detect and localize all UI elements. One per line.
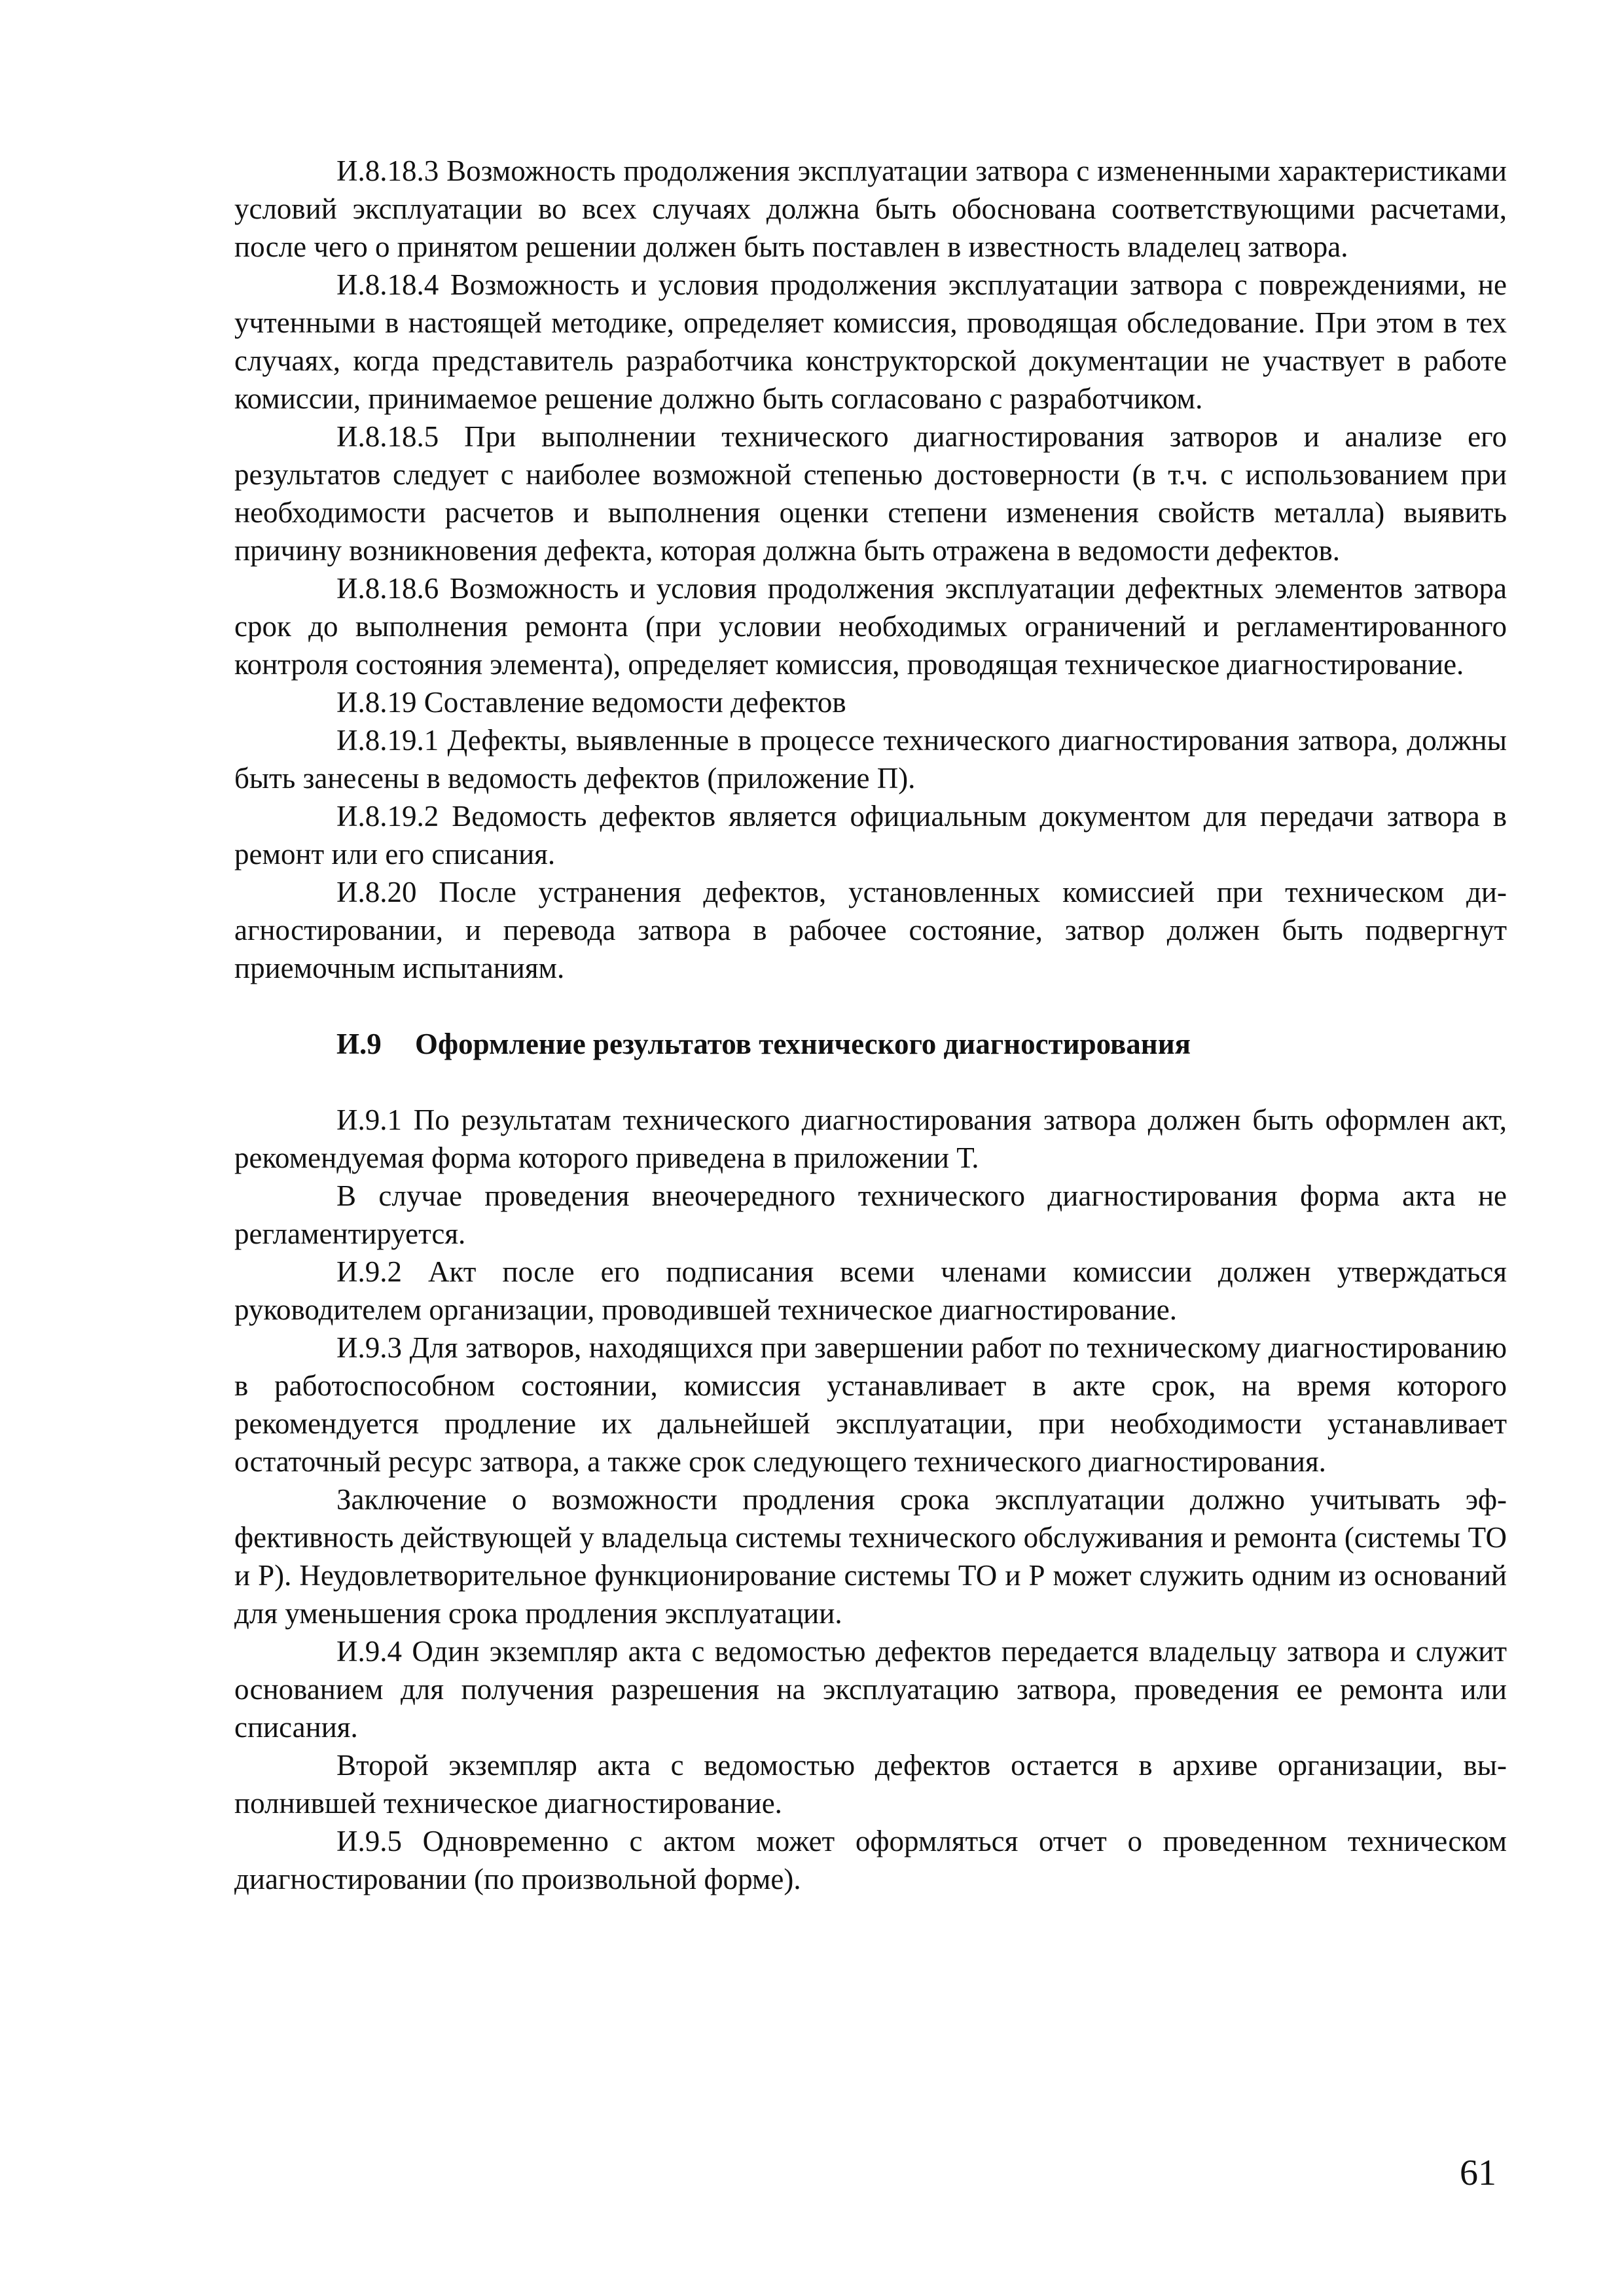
paragraph-8-18-4: И.8.18.4 Возможность и условия продолжения эксплуатации затвора с повреждениями, не учтенными в настоящей методике, определяет комиссия, проводящая обследование. При этом в тех случаях, когда представитель разработчика конструкторской документации не участвует в работе комиссии, принимаемое решение должно быть согласовано с разработчиком. bbox=[234, 268, 1507, 415]
section-heading-number: И.9 bbox=[336, 1028, 382, 1060]
section-9-text bbox=[234, 1101, 1507, 1898]
paragraph-9-2: И.9.2 Акт после его подписания всеми членами комиссии должен утверждаться руководителем организации, проводившей техническое диагностирование. bbox=[234, 1255, 1507, 1326]
paragraph-9-4-second-copy: Второй экземпляр акта с ведомостью дефектов остается в архиве организации, выполнившей техническое диагностирование. bbox=[234, 1749, 1507, 1820]
paragraph-8-20: И.8.20 После устранения дефектов, установленных комиссией при техническом диагностировании, и перевода затвора в рабочее состояние, затвор должен быть подвергнут приемочным испытаниям. bbox=[234, 876, 1507, 984]
paragraph-9-1-note: В случае проведения внеочередного технического диагностирования форма акта не регламентируется. bbox=[234, 1179, 1507, 1250]
paragraph-8-18-6: И.8.18.6 Возможность и условия продолжения эксплуатации дефектных элементов затвора срок до выполнения ремонта (при условии необходимых ограничений и регламентированного контроля состояния элемента), определяет комиссия, проводящая техническое диагностирование. bbox=[234, 572, 1507, 681]
section-heading bbox=[234, 1025, 1507, 1063]
paragraph-8-19-2: И.8.19.2 Ведомость дефектов является официальным документом для передачи затвора в ремонт или его списания. bbox=[234, 800, 1507, 870]
paragraph-8-18-3: И.8.18.3 Возможность продолжения эксплуатации затвора с измененными характеристиками условий эксплуатации во всех случаях должна быть обоснована соответствующими расчетами, после чего о принятом решении должен быть поставлен в известность владелец затвора. bbox=[234, 154, 1507, 263]
paragraph-9-3: И.9.3 Для затворов, находящихся при завершении работ по техническому диагностированию в работоспособном состоянии, комиссия устанавливает в акте срок, на время которого рекомендуется продление их дальнейшей эксплуатации, при необходимости устанавливает остаточный ресурс затвора, а также срок следующего технического диагностирования. bbox=[234, 1331, 1507, 1478]
page-number: 61 bbox=[1460, 2153, 1496, 2193]
paragraph-9-5: И.9.5 Одновременно с актом может оформляться отчет о проведенном техническом диагностировании (по произвольной форме). bbox=[234, 1825, 1507, 1895]
paragraph-9-3-conclusion: Заключение о возможности продления срока эксплуатации должно учитывать эффективность действующей у владельца системы технического обслуживания и ремонта (системы ТО и Р). Неудовлетворительное функционирование системы ТО и Р может служить одним из оснований для уменьшения срока продления эксплуатации. bbox=[234, 1483, 1507, 1630]
paragraph-8-18-5: И.8.18.5 При выполнении технического диагностирования затворов и анализе его результатов следует с наиболее возможной степенью достоверности (в т.ч. с использованием при необходимости расчетов и выполнения оценки степени изменения свойств металла) выявить причину возникновения дефекта, которая должна быть отражена в ведомости дефектов. bbox=[234, 420, 1507, 567]
section-8-text bbox=[234, 152, 1507, 987]
document-page bbox=[234, 152, 1507, 1898]
section-heading-title: Оформление результатов технического диагностирования bbox=[415, 1028, 1191, 1060]
paragraph-9-1: И.9.1 По результатам технического диагностирования затвора должен быть оформлен акт, рекомендуемая форма которого приведена в приложении Т. bbox=[234, 1103, 1507, 1174]
paragraph-8-19: И.8.19 Составление ведомости дефектов bbox=[336, 686, 846, 719]
paragraph-8-19-1: И.8.19.1 Дефекты, выявленные в процессе технического диагностирования затвора, должны быть занесены в ведомость дефектов (приложение П). bbox=[234, 724, 1507, 795]
paragraph-9-4: И.9.4 Один экземпляр акта с ведомостью дефектов передается владельцу затвора и служит основанием для получения разрешения на эксплуатацию затвора, проведения ее ремонта или списания. bbox=[234, 1635, 1507, 1744]
